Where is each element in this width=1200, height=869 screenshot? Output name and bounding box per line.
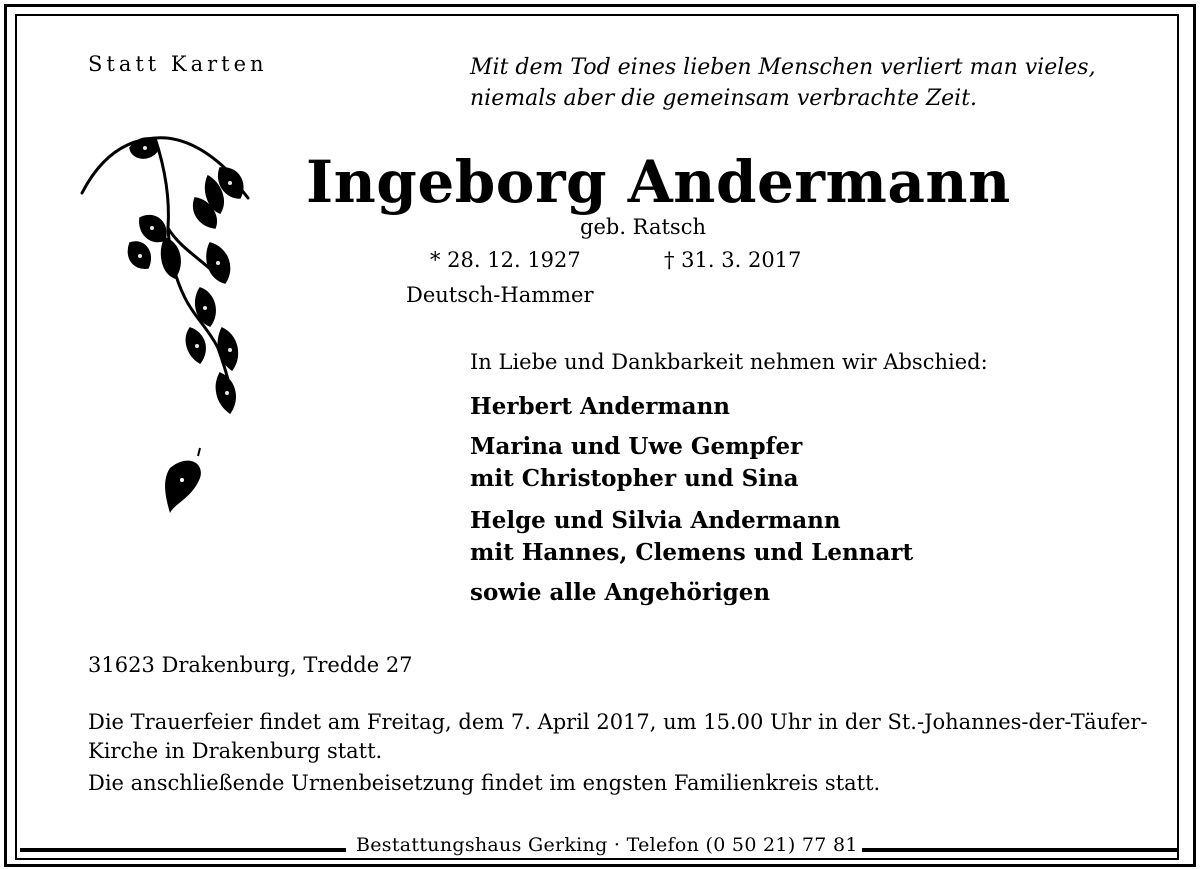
mourners-intro: In Liebe und Dankbarkeit nehmen wir Abschied: bbox=[470, 350, 988, 374]
deceased-name: Ingeborg Andermann bbox=[306, 148, 1011, 216]
mourner-line: Herbert Andermann bbox=[470, 393, 731, 420]
birth-date: * 28. 12. 1927 bbox=[430, 248, 581, 272]
funeral-home-footer: Bestattungshaus Gerking · Telefon (0 50 21) 77 81 bbox=[352, 834, 862, 856]
birth-name: geb. Ratsch bbox=[580, 215, 706, 239]
footer-rule-left bbox=[20, 848, 346, 852]
falling-leaf-icon bbox=[165, 448, 201, 513]
mourner-line: Marina und Uwe Gempfer bbox=[470, 433, 803, 460]
burial-notice: Die anschließende Urnenbeisetzung findet im engsten Familienkreis statt. bbox=[88, 771, 881, 795]
ceremony-notice: Die Trauerfeier findet am Freitag, dem 7. April 2017, um 15.00 Uhr in der St.-Johannes-der-Täufer-Kirche in Drakenburg statt. bbox=[88, 710, 1148, 763]
motto-quote bbox=[470, 52, 1096, 114]
motto-line-1: Mit dem Tod eines lieben Menschen verliert man vieles, bbox=[470, 55, 1096, 80]
mourner-line: mit Christopher und Sina bbox=[470, 465, 799, 492]
mourner-line: mit Hannes, Clemens und Lennart bbox=[470, 539, 914, 566]
statt-karten-label: Statt Karten bbox=[88, 52, 268, 76]
mourner-line: sowie alle Angehörigen bbox=[470, 579, 771, 606]
birch-branch-icon bbox=[70, 128, 260, 528]
place-of-birth: Deutsch-Hammer bbox=[406, 283, 594, 307]
motto-line-2: niemals aber die gemeinsam verbrachte Zeit. bbox=[470, 86, 978, 111]
death-date: † 31. 3. 2017 bbox=[664, 248, 802, 272]
footer-rule-right bbox=[852, 848, 1178, 852]
address: 31623 Drakenburg, Tredde 27 bbox=[88, 653, 413, 677]
mourner-line: Helge und Silvia Andermann bbox=[470, 507, 841, 534]
